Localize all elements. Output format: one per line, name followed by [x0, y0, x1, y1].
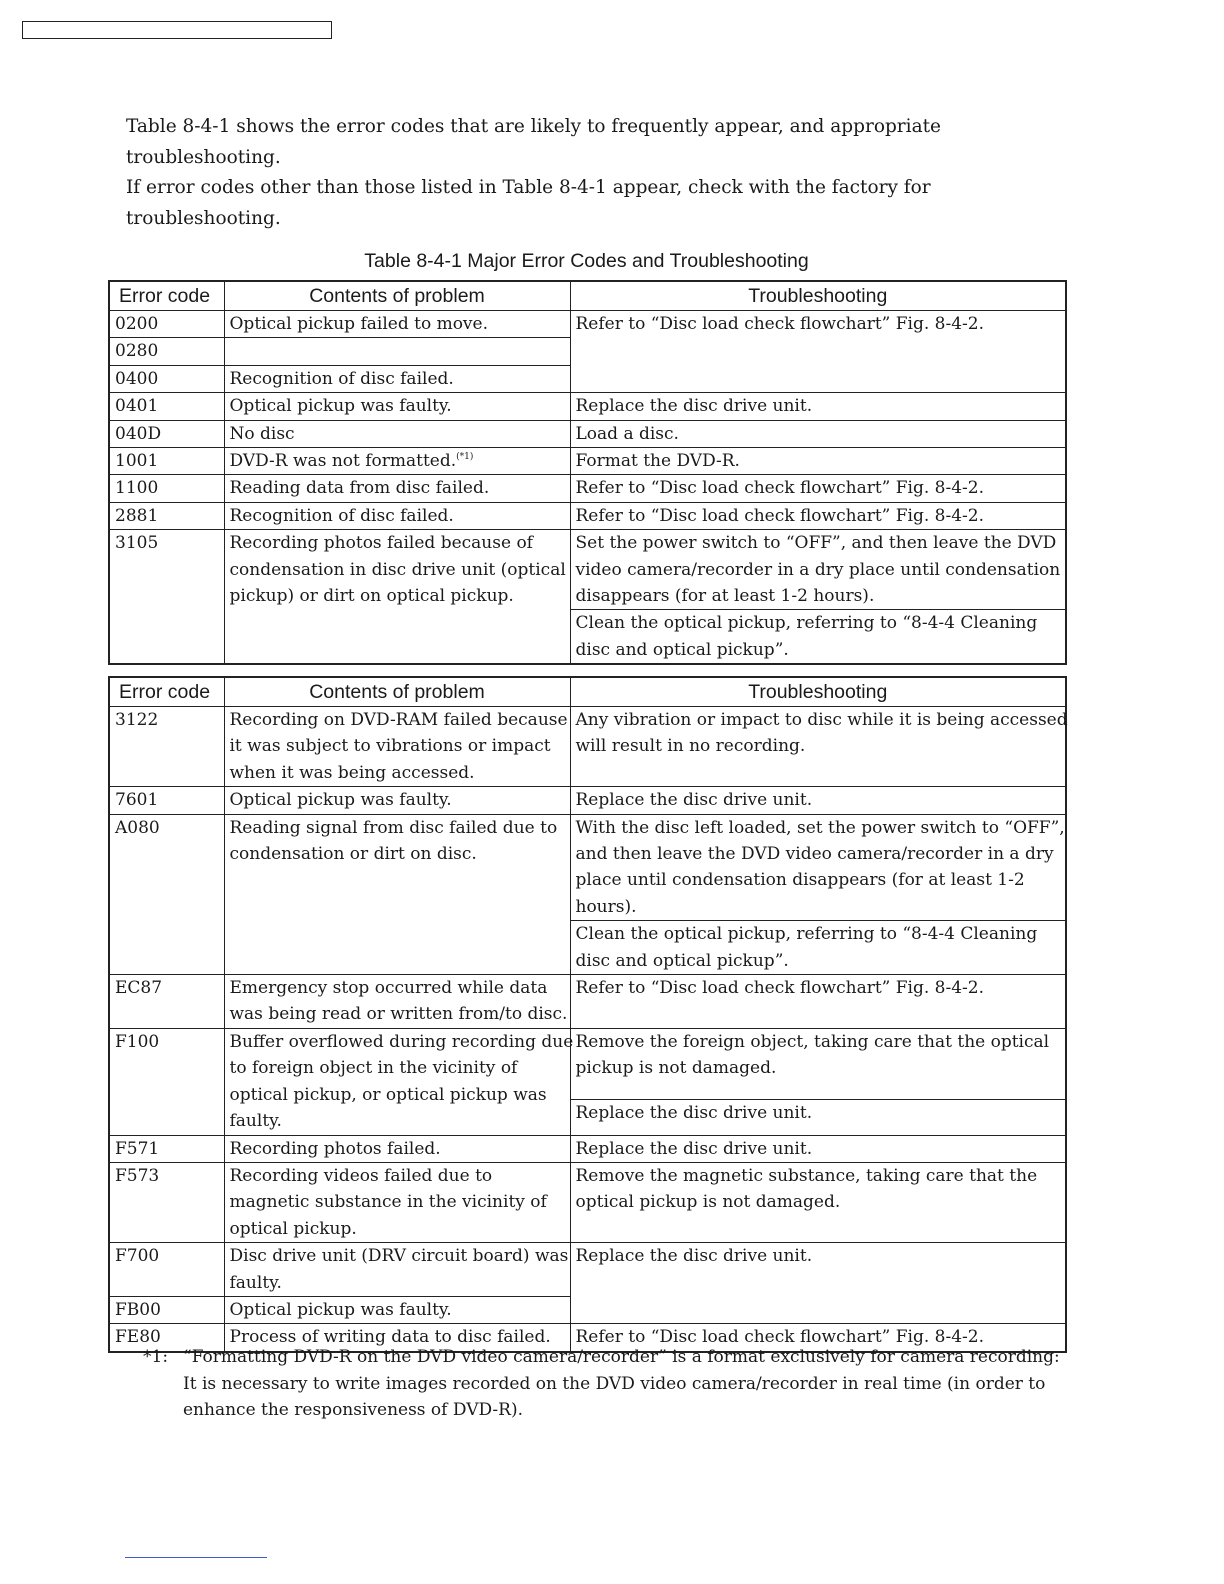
- problem-cell: Optical pickup was faulty.: [224, 393, 570, 420]
- problem-cell: No disc: [224, 420, 570, 447]
- problem-line: optical pickup, or optical pickup was: [229, 1084, 547, 1105]
- problem-line: magnetic substance in the vicinity of: [229, 1192, 547, 1213]
- problem-cell: Optical pickup failed to move.: [224, 311, 570, 338]
- footnote-line: “Formatting DVD-R on the DVD video camera/recorder” is a format exclusively for camera recording:: [183, 1347, 1060, 1367]
- problem-cell: [224, 530, 570, 665]
- troubleshooting-cell: Replace the disc drive unit.: [570, 1099, 1066, 1135]
- table-row: [109, 420, 1066, 447]
- intro-line: If error codes other than those listed in Table 8-4-1 appear, check with the factory for: [126, 177, 931, 198]
- error-code-cell: 0200: [109, 311, 224, 338]
- troubleshooting-cell: Replace the disc drive unit.: [570, 787, 1066, 814]
- footnote-body: [183, 1344, 1063, 1424]
- error-code-cell: 2881: [109, 502, 224, 529]
- troubleshooting-cell: Refer to “Disc load check flowchart” Fig. 8-4-2.: [570, 975, 1066, 1029]
- problem-cell: [224, 814, 570, 974]
- table-row: [109, 530, 1066, 610]
- table-row: [109, 448, 1066, 475]
- troubleshooting-line: pickup is not damaged.: [575, 1058, 777, 1079]
- table-row: [109, 475, 1066, 502]
- error-code-cell: F573: [109, 1162, 224, 1242]
- error-code-cell: 0401: [109, 393, 224, 420]
- problem-line: pickup) or dirt on optical pickup.: [229, 586, 514, 607]
- problem-cell: [224, 1028, 574, 1135]
- troubleshooting-line: Any vibration or impact to disc while it is being accessed: [575, 710, 1068, 730]
- header-contents-of-problem: Contents of problem: [224, 677, 570, 707]
- table-row: [109, 502, 1066, 529]
- intro-line: Table 8-4-1 shows the error codes that are likely to frequently appear, and appropriate: [126, 116, 941, 137]
- table-row: [109, 1135, 1066, 1162]
- header-error-code: Error code: [109, 281, 224, 311]
- header-contents-of-problem: Contents of problem: [224, 281, 570, 311]
- error-code-cell: FB00: [109, 1296, 224, 1323]
- footnote-ref: (*1): [456, 452, 474, 463]
- troubleshooting-cell: [570, 530, 1066, 610]
- error-code-cell: 3105: [109, 530, 224, 665]
- table-header-row: [109, 281, 1066, 311]
- troubleshooting-line: optical pickup is not damaged.: [575, 1192, 841, 1213]
- header-troubleshooting: Troubleshooting: [570, 281, 1066, 311]
- problem-cell: Reading data from disc failed.: [224, 475, 570, 502]
- troubleshooting-line: Clean the optical pickup, referring to “8-4-4 Cleaning: [575, 613, 1038, 634]
- troubleshooting-cell: Replace the disc drive unit.: [570, 1135, 1066, 1162]
- table-row: [109, 814, 1066, 921]
- table-caption: Table 8-4-1 Major Error Codes and Troubleshooting: [364, 250, 809, 272]
- problem-cell: Recognition of disc failed.: [224, 502, 570, 529]
- footer-rule: [125, 1557, 267, 1558]
- table-row: [109, 975, 1066, 1029]
- problem-cell: [224, 1243, 570, 1297]
- footnote-mark: *1:: [143, 1347, 169, 1367]
- intro-line: troubleshooting.: [126, 207, 281, 229]
- troubleshooting-cell: [570, 1028, 1066, 1099]
- problem-line: was being read or written from/to disc.: [229, 1004, 568, 1025]
- error-code-cell: 0400: [109, 365, 224, 392]
- problem-line: Recording on DVD-RAM failed because: [229, 710, 568, 730]
- problem-line: when it was being accessed.: [229, 762, 475, 783]
- error-code-cell: F100: [109, 1028, 224, 1135]
- error-code-cell: 0280: [109, 338, 224, 365]
- table-row: [109, 1028, 1066, 1099]
- error-code-cell: 7601: [109, 787, 224, 814]
- problem-line: Reading signal from disc failed due to: [229, 817, 558, 838]
- footnote: [143, 1344, 1063, 1424]
- problem-line: to foreign object in the vicinity of: [229, 1058, 518, 1079]
- problem-line: optical pickup.: [229, 1218, 357, 1239]
- problem-cell: Optical pickup was faulty.: [224, 1296, 570, 1323]
- troubleshooting-line: will result in no recording.: [575, 736, 806, 757]
- problem-cell: Recording photos failed.: [224, 1135, 570, 1162]
- troubleshooting-cell: Replace the disc drive unit.: [570, 393, 1066, 420]
- problem-cell: [224, 975, 570, 1029]
- error-code-cell: F700: [109, 1243, 224, 1297]
- problem-cell: [224, 707, 570, 787]
- troubleshooting-cell: Refer to “Disc load check flowchart” Fig. 8-4-2.: [570, 1324, 1066, 1352]
- header-troubleshooting: Troubleshooting: [570, 677, 1066, 707]
- troubleshooting-cell: Refer to “Disc load check flowchart” Fig. 8-4-2.: [570, 475, 1066, 502]
- problem-line: Emergency stop occurred while data: [229, 978, 548, 999]
- troubleshooting-line: place until condensation disappears (for at least 1-2: [575, 870, 1025, 891]
- troubleshooting-line: Set the power switch to “OFF”, and then leave the DVD: [575, 533, 1057, 554]
- error-code-cell: F571: [109, 1135, 224, 1162]
- error-code-cell: FE80: [109, 1324, 224, 1352]
- problem-cell: Optical pickup was faulty.: [224, 787, 570, 814]
- table-row: [109, 707, 1066, 787]
- troubleshooting-line: disappears (for at least 1-2 hours).: [575, 586, 875, 607]
- problem-cell: [224, 448, 570, 475]
- troubleshooting-cell: Refer to “Disc load check flowchart” Fig. 8-4-2.: [570, 502, 1066, 529]
- footnote-line: enhance the responsiveness of DVD-R).: [183, 1400, 523, 1420]
- troubleshooting-cell: [570, 814, 1066, 921]
- troubleshooting-cell: Format the DVD-R.: [570, 448, 1066, 475]
- problem-cell: Process of writing data to disc failed.: [224, 1324, 570, 1352]
- troubleshooting-line: Remove the magnetic substance, taking care that the: [575, 1165, 1038, 1186]
- problem-line: faulty.: [229, 1272, 282, 1293]
- problem-line: Recording videos failed due to: [229, 1165, 493, 1186]
- error-code-cell: A080: [109, 814, 224, 974]
- table-row: [109, 1162, 1066, 1242]
- troubleshooting-line: Clean the optical pickup, referring to “8-4-4 Cleaning: [575, 924, 1038, 945]
- problem-line: faulty.: [229, 1111, 282, 1132]
- troubleshooting-cell: [570, 921, 1066, 975]
- troubleshooting-cell: Refer to “Disc load check flowchart” Fig. 8-4-2.: [570, 311, 1066, 393]
- troubleshooting-line: With the disc left loaded, set the power switch to “OFF”,: [575, 817, 1065, 838]
- header-error-code: Error code: [109, 677, 224, 707]
- problem-line: Buffer overflowed during recording due: [229, 1031, 574, 1052]
- problem-line: Disc drive unit (DRV circuit board) was: [229, 1246, 569, 1267]
- problem-line: condensation or dirt on disc.: [229, 844, 477, 865]
- table-row: [109, 311, 1066, 338]
- troubleshooting-cell: Load a disc.: [570, 420, 1066, 447]
- troubleshooting-line: disc and optical pickup”.: [575, 639, 789, 660]
- troubleshooting-line: Remove the foreign object, taking care that the optical: [575, 1031, 1050, 1052]
- troubleshooting-line: disc and optical pickup”.: [575, 950, 789, 971]
- problem-cell: [224, 338, 570, 365]
- footnote-line: It is necessary to write images recorded on the DVD video camera/recorder in real time (in order to: [183, 1373, 1046, 1394]
- troubleshooting-line: video camera/recorder in a dry place until condensation: [575, 559, 1061, 580]
- problem-text: DVD-R was not formatted.: [229, 451, 457, 472]
- table-header-row: [109, 677, 1066, 707]
- troubleshooting-cell: [570, 610, 1066, 664]
- problem-line: condensation in disc drive unit (optical: [229, 559, 566, 580]
- error-code-table-1: [108, 280, 1067, 665]
- table-row: [109, 787, 1066, 814]
- error-code-table-2: [108, 676, 1067, 1353]
- troubleshooting-cell: [570, 1162, 1066, 1242]
- error-code-cell: EC87: [109, 975, 224, 1029]
- problem-cell: [224, 1162, 570, 1242]
- table-row: [109, 1243, 1066, 1297]
- intro-text: [126, 112, 1106, 234]
- error-code-cell: 040D: [109, 420, 224, 447]
- table-row: [109, 393, 1066, 420]
- troubleshooting-cell: [570, 707, 1066, 787]
- troubleshooting-line: and then leave the DVD video camera/recorder in a dry: [575, 844, 1054, 865]
- troubleshooting-cell: Replace the disc drive unit.: [570, 1243, 1066, 1324]
- error-code-cell: 3122: [109, 707, 224, 787]
- intro-line: troubleshooting.: [126, 146, 281, 168]
- troubleshooting-line: hours).: [575, 896, 637, 917]
- error-code-cell: 1001: [109, 448, 224, 475]
- error-code-cell: 1100: [109, 475, 224, 502]
- header-box: [22, 21, 332, 39]
- problem-line: Recording photos failed because of: [229, 533, 533, 554]
- problem-line: it was subject to vibrations or impact: [229, 736, 551, 757]
- problem-cell: Recognition of disc failed.: [224, 365, 570, 392]
